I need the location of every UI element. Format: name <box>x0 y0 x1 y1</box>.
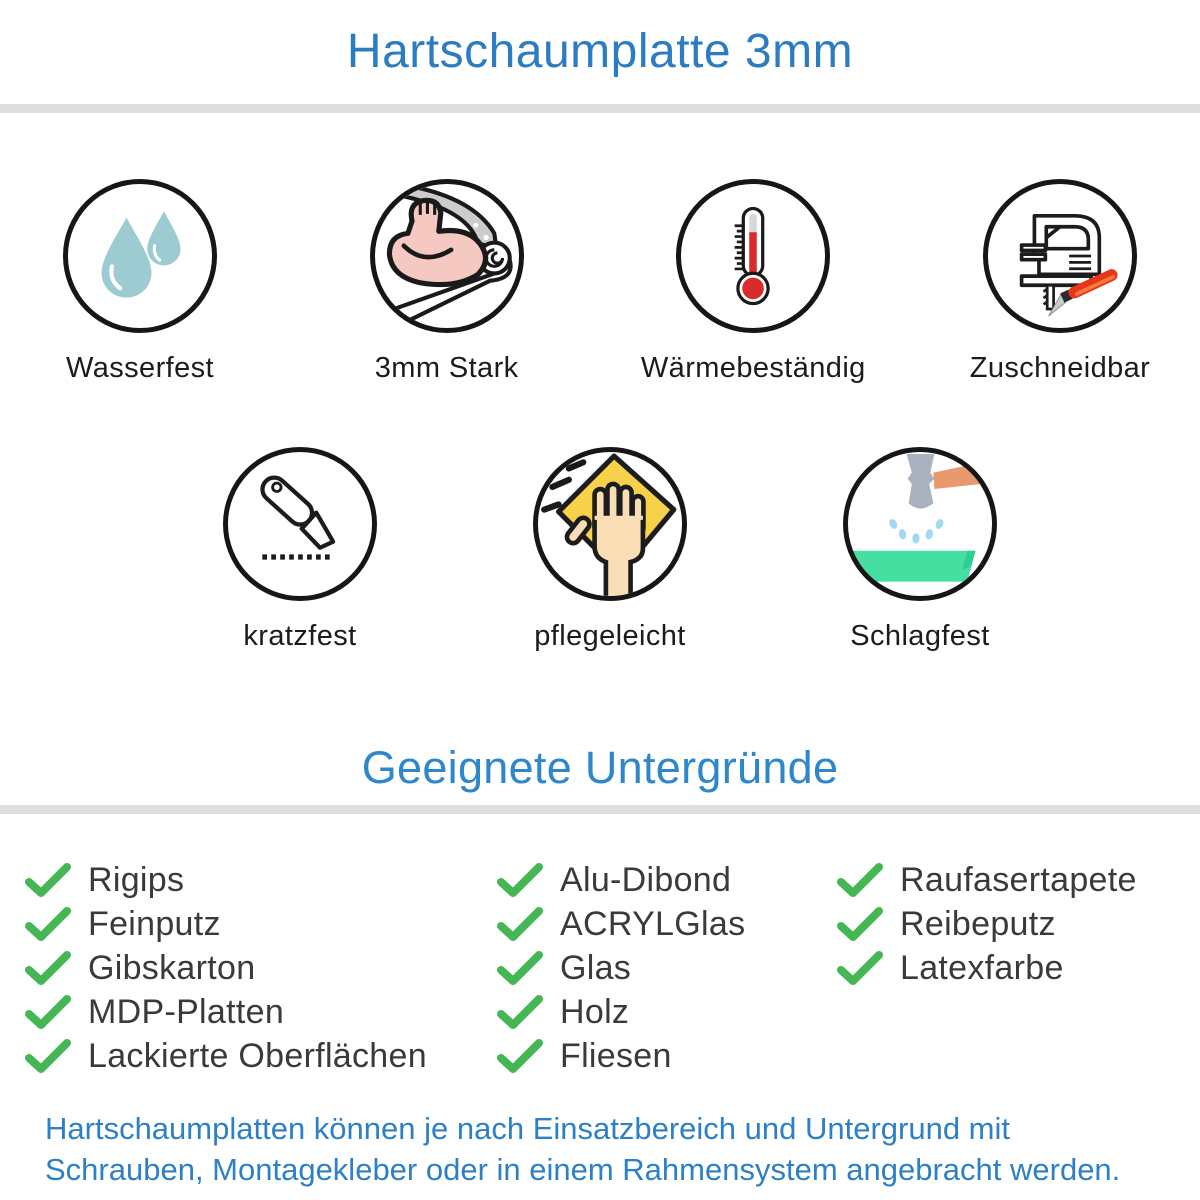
feature-circle <box>370 179 524 333</box>
checklist-column-2 <box>497 858 837 1078</box>
list-item <box>25 902 497 946</box>
hammer-impact-icon <box>848 452 992 596</box>
feature-label: Schlagfest <box>850 620 990 652</box>
jigsaw-knife-icon <box>996 192 1124 320</box>
check-icon <box>25 995 71 1030</box>
divider-top <box>0 104 1200 113</box>
mounting-note <box>45 1108 1160 1190</box>
feature-circle <box>63 179 217 333</box>
list-item-label: Fliesen <box>560 1036 672 1075</box>
feature-circle <box>843 447 997 601</box>
feature-label: Wärmebeständig <box>640 352 866 384</box>
feature-label: Zuschneidbar <box>969 352 1151 384</box>
list-item <box>25 858 497 902</box>
list-item-label: Latexfarbe <box>900 948 1064 987</box>
substrate-checklist <box>0 858 1200 1078</box>
water-drops-icon <box>88 204 192 308</box>
list-item-label: Glas <box>560 948 632 987</box>
feature-circle <box>983 179 1137 333</box>
checklist-column-3 <box>837 858 1200 1078</box>
strong-arm-roll-icon <box>375 184 519 328</box>
list-item <box>25 946 497 990</box>
feature-zuschneidbar <box>940 179 1180 385</box>
list-item <box>497 902 837 946</box>
check-icon <box>25 907 71 942</box>
list-item-label: Rigips <box>88 860 185 899</box>
list-item <box>837 858 1200 902</box>
thermometer-icon <box>699 202 807 310</box>
feature-row-2 <box>0 447 1200 653</box>
feature-label: Wasserfest <box>66 352 214 384</box>
check-icon <box>497 863 543 898</box>
feature-label: 3mm Stark <box>374 352 519 384</box>
list-item-label: ACRYLGlas <box>560 904 746 943</box>
feature-circle <box>223 447 377 601</box>
check-icon <box>837 907 883 942</box>
cutter-knife-icon <box>234 458 366 590</box>
list-item-label: Holz <box>560 992 630 1031</box>
feature-row-1 <box>0 179 1200 385</box>
list-item <box>837 946 1200 990</box>
check-icon <box>25 1039 71 1074</box>
list-item <box>837 902 1200 946</box>
list-item-label: Gibskarton <box>88 948 256 987</box>
list-item-label: Alu-Dibond <box>560 860 732 899</box>
feature-label: pflegeleicht <box>534 620 686 652</box>
list-item <box>497 858 837 902</box>
check-icon <box>497 995 543 1030</box>
feature-circle <box>676 179 830 333</box>
list-item <box>497 990 837 1034</box>
page-title: Hartschaumplatte 3mm <box>346 25 854 78</box>
list-item <box>25 990 497 1034</box>
cleaning-hand-icon <box>538 452 682 596</box>
feature-wasserfest <box>20 179 260 385</box>
check-icon <box>497 907 543 942</box>
feature-kratzfest <box>160 447 440 653</box>
list-item-label: Reibeputz <box>900 904 1056 943</box>
feature-waermebestaendig <box>633 179 873 385</box>
list-item <box>497 946 837 990</box>
check-icon <box>25 863 71 898</box>
check-icon <box>837 863 883 898</box>
list-item-label: Lackierte Oberflächen <box>88 1036 427 1075</box>
check-icon <box>497 1039 543 1074</box>
divider-middle <box>0 805 1200 814</box>
check-icon <box>837 951 883 986</box>
feature-label: kratzfest <box>243 620 357 652</box>
feature-schlagfest <box>780 447 1060 653</box>
check-icon <box>497 951 543 986</box>
feature-circle <box>533 447 687 601</box>
section-heading-untergruende: Geeignete Untergründe <box>361 742 839 793</box>
check-icon <box>25 951 71 986</box>
list-item-label: Feinputz <box>88 904 221 943</box>
feature-3mm-stark <box>327 179 567 385</box>
list-item-label: Raufasertapete <box>900 860 1137 899</box>
mounting-note-line-2: Schrauben, Montagekleber oder in einem Rahmensystem angebracht werden. <box>45 1152 1121 1187</box>
list-item-label: MDP-Platten <box>88 992 285 1031</box>
list-item <box>497 1034 837 1078</box>
mounting-note-line-1: Hartschaumplatten können je nach Einsatzbereich und Untergrund mit <box>45 1111 1010 1146</box>
feature-pflegeleicht <box>470 447 750 653</box>
checklist-column-1 <box>25 858 497 1078</box>
list-item <box>25 1034 497 1078</box>
